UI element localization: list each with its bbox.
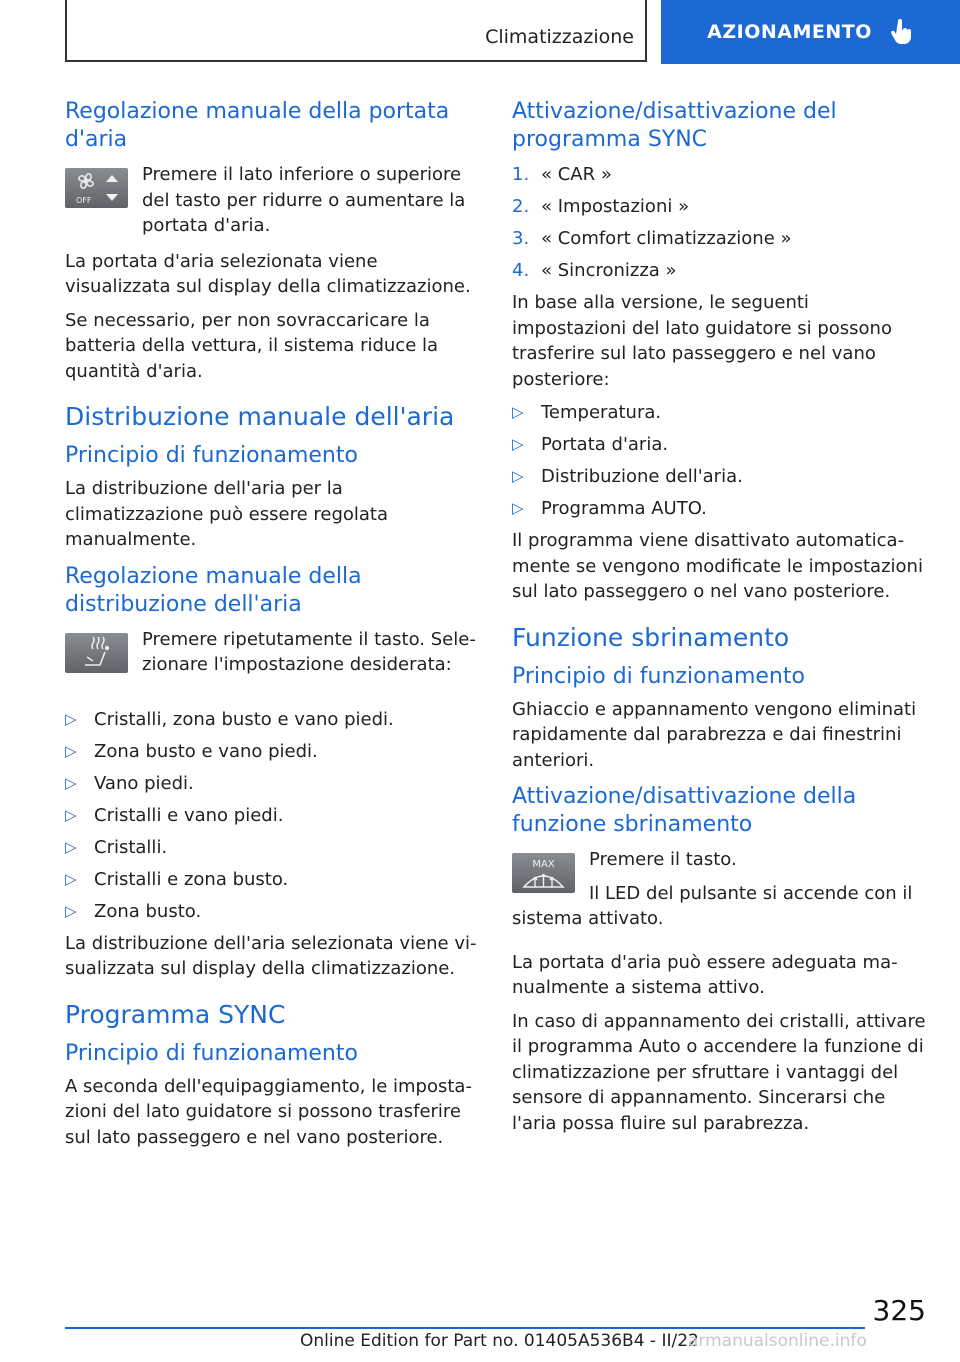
paragraph: La portata d'aria selezionata viene visualizzata sul display della climatizzazione. (65, 250, 471, 297)
triangle-bullet-icon: ▷ (512, 403, 524, 421)
distribution-button-text: Premere ripetutamente il tasto. Selezionare l'impostazione desiderata: (142, 628, 476, 675)
triangle-bullet-icon: ▷ (65, 837, 77, 856)
fan-button-text: Premere il lato inferiore o superiore del tasto per ridurre o aumentare la portata d'aria. (142, 164, 466, 236)
sync-steps-list (512, 162, 926, 284)
sync-settings-list (512, 400, 926, 522)
chapter-tab (661, 0, 960, 64)
step-item: 4. « Sincronizza » (512, 260, 677, 281)
paragraph: A seconda dell'equipaggiamento, le impostazioni del lato guidatore si possono trasferire sul lato passeggero e nel vano posteriore. (65, 1075, 472, 1148)
left-column (65, 98, 479, 1158)
heading-principle: Principio di funzionamento (512, 663, 805, 689)
svg-text:MAX: MAX (532, 859, 555, 870)
heading-manual-distribution-adjust: Regolazione manuale della distribuzione dell'aria (65, 563, 362, 617)
heading-defrost: Funzione sbrinamento (512, 622, 790, 652)
svg-text:OFF: OFF (76, 196, 92, 205)
air-distribution-icon (65, 633, 128, 673)
hand-pointer-icon (890, 19, 914, 45)
list-item: ▷ Cristalli e zona busto. (65, 867, 479, 893)
distribution-options-list (65, 707, 479, 925)
triangle-bullet-icon: ▷ (65, 773, 77, 792)
paragraph: Ghiaccio e appannamento vengono eliminati rapidamente dal parabrezza e dai finestrini anteriori. (512, 698, 917, 771)
watermark: armanualsonline.info (688, 1331, 867, 1351)
triangle-bullet-icon: ▷ (65, 869, 77, 888)
heading-defrost-toggle: Attivazione/disattivazione della funzione sbrinamento (512, 784, 857, 837)
heading-sync-program: Programma SYNC (65, 999, 286, 1029)
triangle-bullet-icon: ▷ (512, 435, 524, 453)
paragraph: In caso di appannamento dei cristalli, attivare il programma Auto o accendere la funzione di climatizzazione per sfruttare i vantaggi del sensore di appannamento. Sincerarsi che l'aria possa fluire sul parabrezza. (512, 1010, 926, 1134)
triangle-bullet-icon: ▷ (65, 805, 77, 824)
defrost-led-text: Il LED del pulsante si accende con il sistema attivato. (512, 882, 913, 929)
step-item: 3. « Comfort climatizzazione » (512, 228, 792, 249)
defrost-press-text: Premere il tasto. (589, 849, 737, 870)
triangle-bullet-icon: ▷ (512, 499, 524, 517)
heading-principle: Principio di funzionamento (65, 443, 358, 468)
edition-text: Online Edition for Part no. 01405A536B4 - II/22 (300, 1331, 699, 1351)
triangle-bullet-icon: ▷ (512, 467, 524, 485)
heading-manual-airflow: Regolazione manuale della portata d'aria (65, 99, 450, 152)
list-item: ▷ Temperatura. (512, 400, 926, 426)
heading-manual-distribution: Distribuzione manuale dell'aria (65, 402, 455, 431)
paragraph: La distribuzione dell'aria per la climatizzazione può essere regolata manualmente. (65, 478, 389, 550)
triangle-bullet-icon: ▷ (65, 709, 77, 728)
paragraph: La portata d'aria può essere adeguata manualmente a sistema attivo. (512, 951, 898, 998)
list-item: ▷ Zona busto e vano piedi. (65, 739, 479, 765)
fan-off-up-down-icon (65, 168, 128, 208)
page-number: 325 (872, 1294, 926, 1327)
distribution-button-instruction (65, 627, 479, 697)
triangle-bullet-icon: ▷ (65, 901, 77, 920)
list-item: ▷ Cristalli. (65, 835, 479, 861)
paragraph: In base alla versione, le seguenti impostazioni del lato guidatore si possono trasferire sul lato passeggero e nel vano posteriore: (512, 292, 892, 390)
step-item: 1. « CAR » (512, 164, 612, 185)
heading-sync-toggle: Attivazione/disattivazione del programma SYNC (512, 99, 837, 152)
list-item: ▷ Cristalli e vano piedi. (65, 803, 479, 829)
list-item: ▷ Vano piedi. (65, 771, 479, 797)
chapter-tab-label: AZIONAMENTO (707, 21, 872, 43)
footer-divider (65, 1327, 865, 1329)
paragraph: Il programma viene disattivato automaticamente se vengono modificate le impostazioni sul lato passeggero o nel vano posteriore. (512, 530, 923, 602)
heading-principle: Principio di funzionamento (65, 1040, 358, 1066)
right-column (512, 98, 926, 1144)
list-item: ▷ Portata d'aria. (512, 432, 926, 458)
section-title: Climatizzazione (485, 26, 634, 48)
fan-button-instruction (65, 162, 479, 239)
list-item: ▷ Zona busto. (65, 899, 479, 925)
list-item: ▷ Cristalli, zona busto e vano piedi. (65, 707, 479, 733)
paragraph: Se necessario, per non sovraccaricare la batteria della vettura, il sistema riduce la quantità d'aria. (65, 309, 439, 382)
list-item: ▷ Distribuzione dell'aria. (512, 464, 926, 490)
list-item: ▷ Programma AUTO. (512, 496, 926, 522)
defrost-button-instruction (512, 847, 926, 940)
paragraph: La distribuzione dell'aria selezionata viene visualizzata sul display della climatizzazione. (65, 932, 477, 979)
step-item: 2. « Impostazioni » (512, 196, 690, 217)
triangle-bullet-icon: ▷ (65, 741, 77, 760)
max-defrost-icon (512, 853, 575, 893)
